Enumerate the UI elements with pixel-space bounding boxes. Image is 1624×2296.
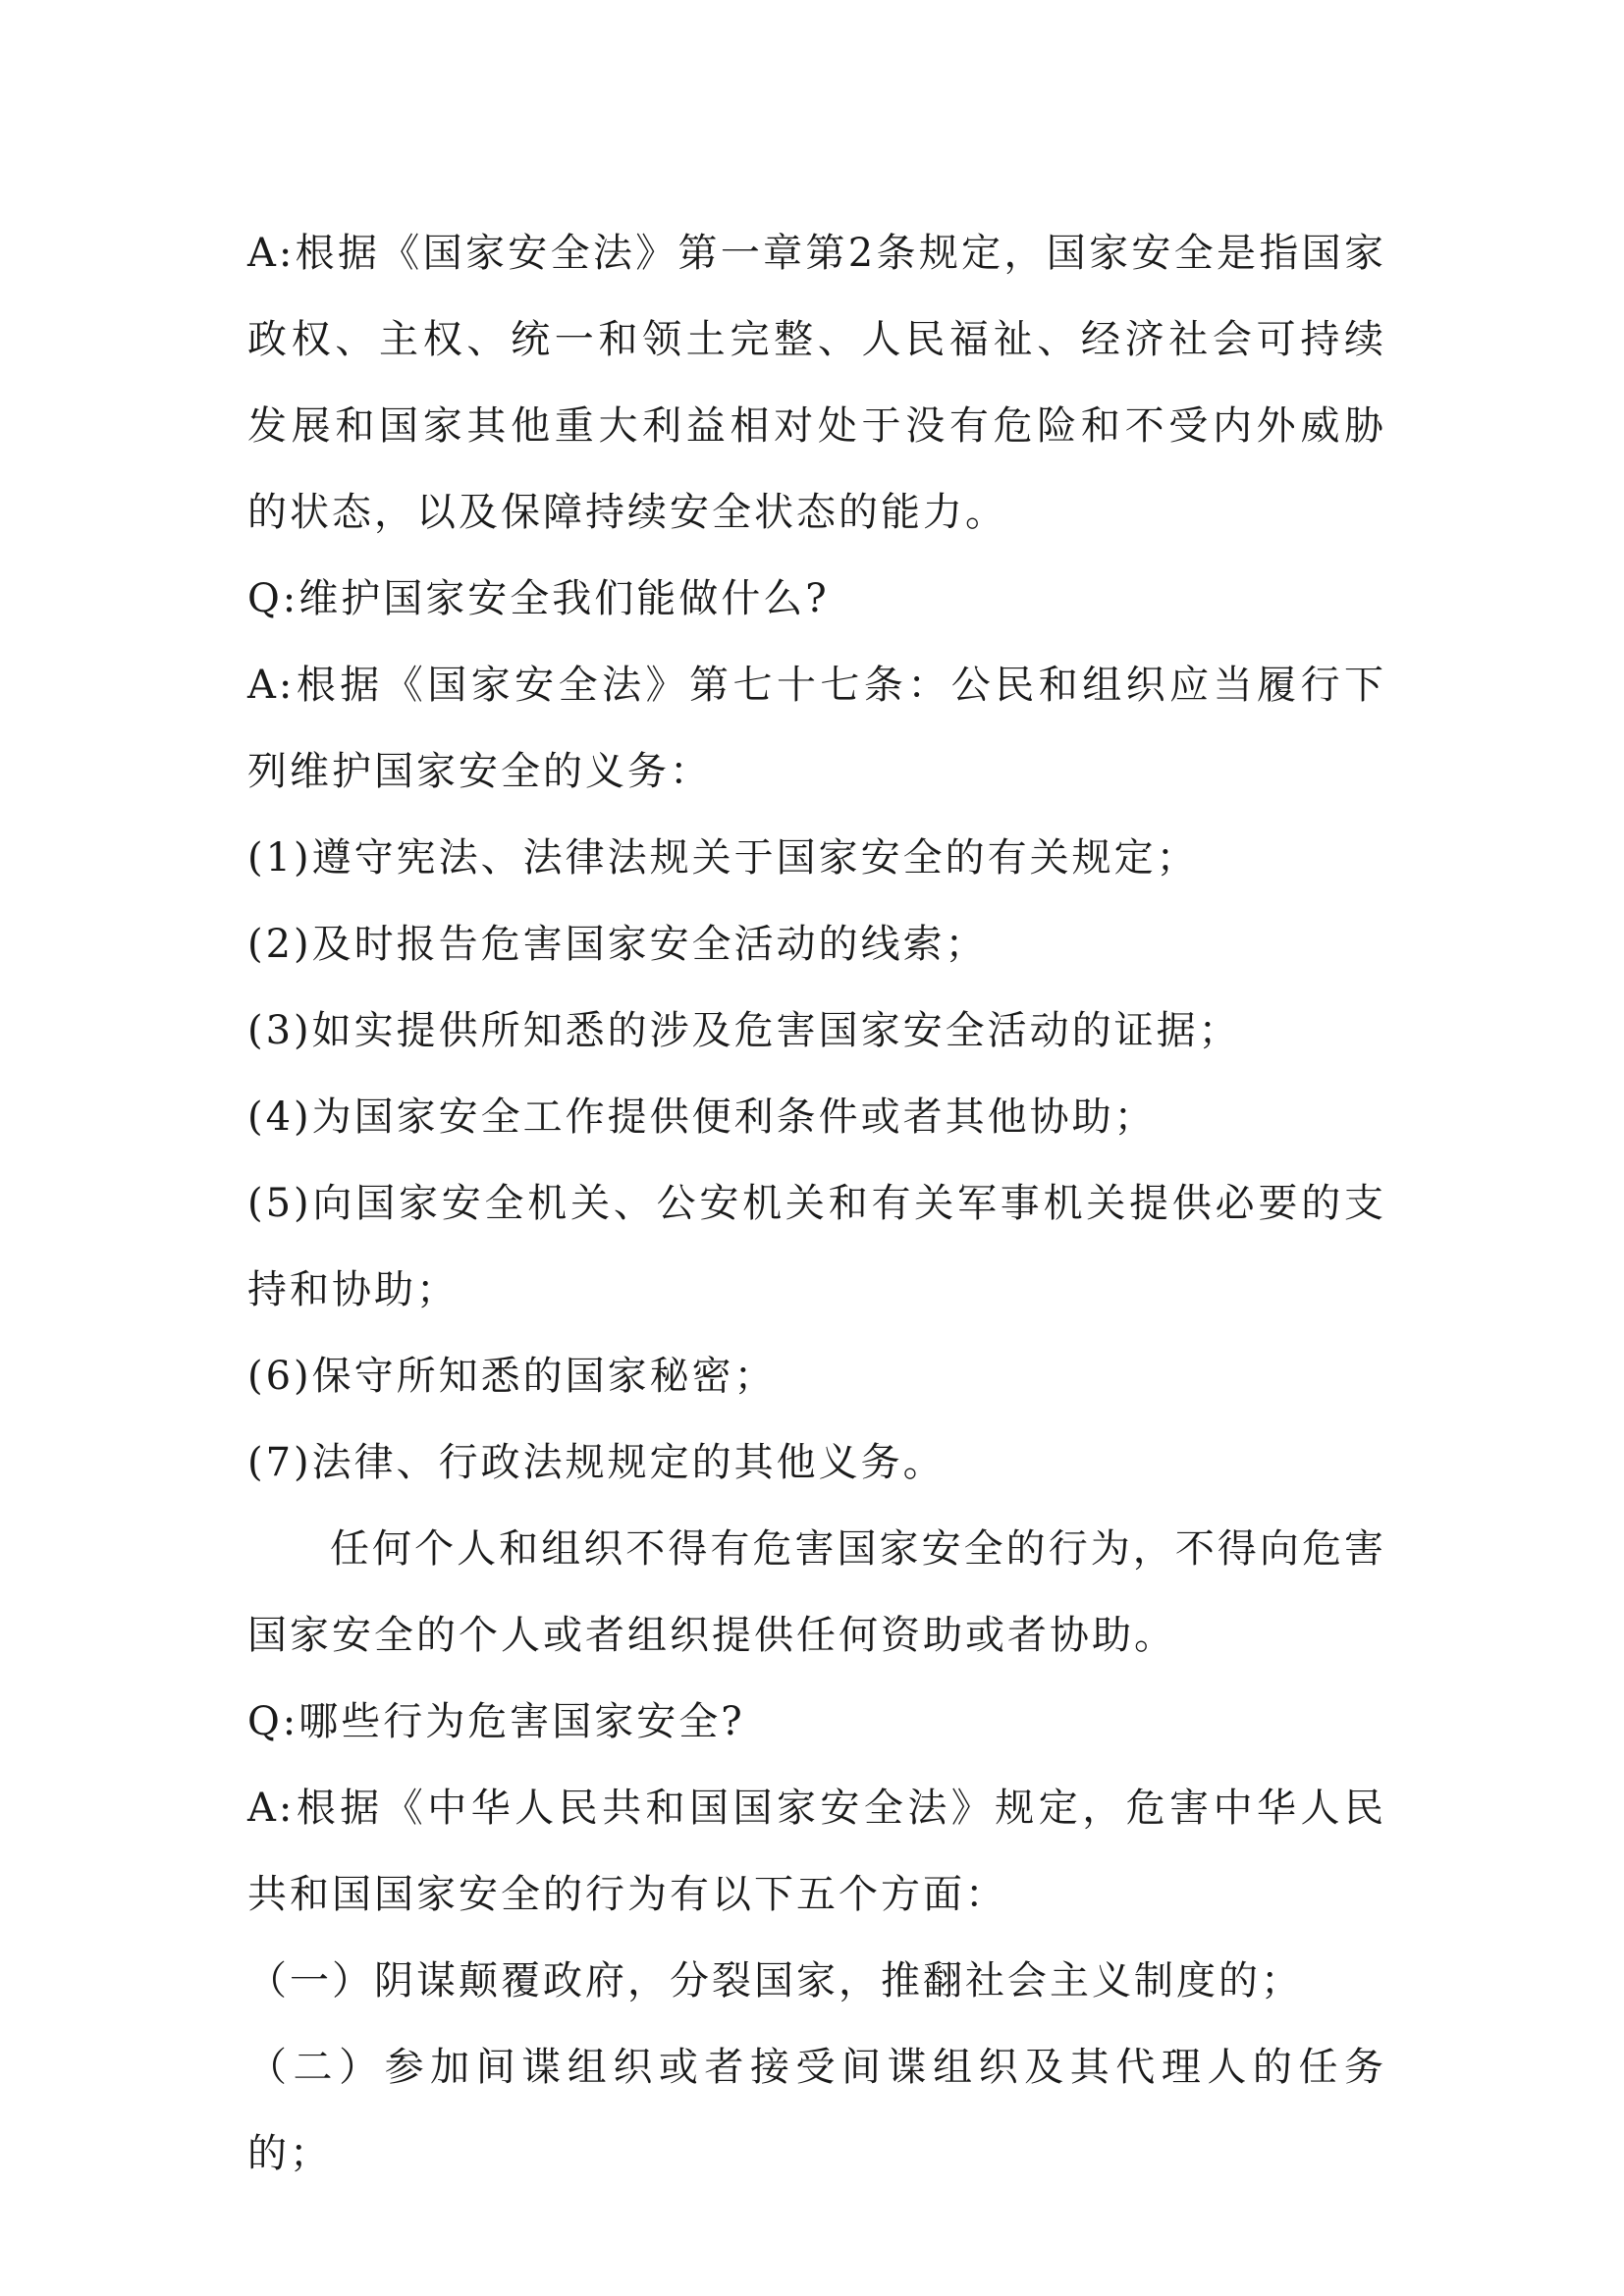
answer-paragraph: A:根据《国家安全法》第一章第2条规定，国家安全是指国家政权、主权、统一和领土完整、人民福祉、经济社会可持续发展和国家其他重大利益相对处于没有危险和不受内外威胁的状态，以及保障持续安全状态的能力。 xyxy=(247,231,1386,535)
list-item: (6)保守所知悉的国家秘密； xyxy=(247,1354,777,1399)
list-item: (1)遵守宪法、法律法规关于国家安全的有关规定； xyxy=(247,835,1199,881)
list-item: （二）参加间谍组织或者接受间谍组织及其代理人的任务的； xyxy=(247,2045,1386,2176)
document-body xyxy=(247,210,1386,2197)
list-item: (5)向国家安全机关、公安机关和有关军事机关提供必要的支持和协助； xyxy=(247,1181,1386,1312)
answer-paragraph: A:根据《中华人民共和国国家安全法》规定，危害中华人民共和国国家安全的行为有以下五个方面： xyxy=(247,1786,1386,1917)
list-item: (4)为国家安全工作提供便利条件或者其他协助； xyxy=(247,1095,1157,1140)
question-paragraph: Q:哪些行为危害国家安全? xyxy=(247,1699,745,1744)
answer-paragraph: A:根据《国家安全法》第七十七条：公民和组织应当履行下列维护国家安全的义务： xyxy=(247,663,1386,794)
body-paragraph: 任何个人和组织不得有危害国家安全的行为，不得向危害国家安全的个人或者组织提供任何资助或者协助。 xyxy=(247,1526,1386,1658)
list-item: (2)及时报告危害国家安全活动的线索； xyxy=(247,922,988,967)
question-paragraph: Q:维护国家安全我们能做什么? xyxy=(247,576,830,621)
list-item: (7)法律、行政法规规定的其他义务。 xyxy=(247,1440,946,1485)
list-item: (3)如实提供所知悉的涉及危害国家安全活动的证据； xyxy=(247,1008,1241,1053)
list-item: （一）阴谋颠覆政府，分裂国家，推翻社会主义制度的； xyxy=(247,1958,1303,2003)
